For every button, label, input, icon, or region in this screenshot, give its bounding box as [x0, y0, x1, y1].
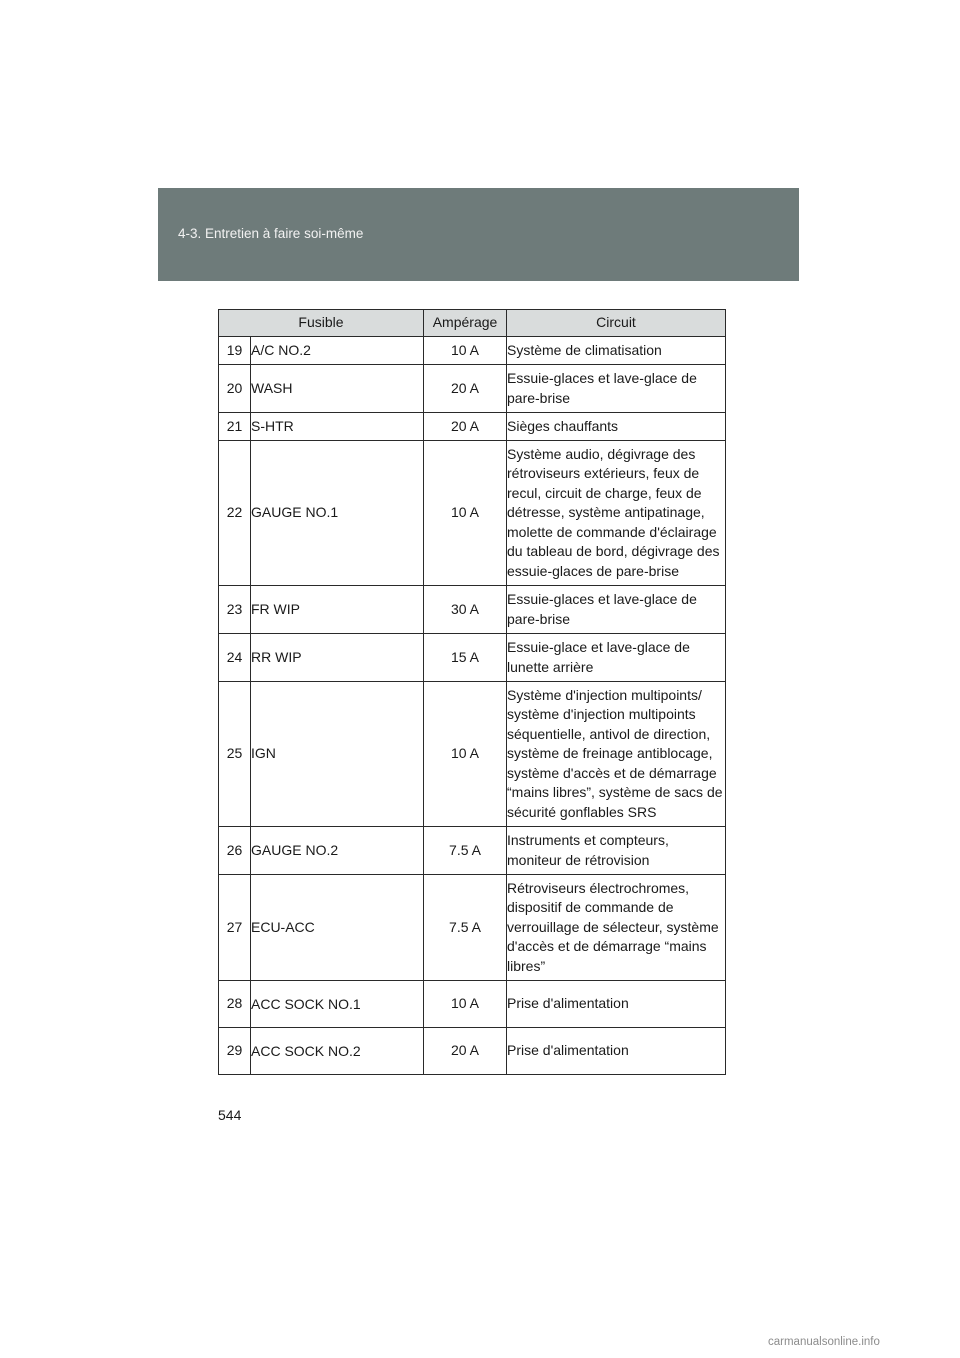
fuse-circuit: Essuie-glace et lave-glace de lunette arrière: [507, 634, 726, 682]
table-row: [219, 441, 726, 586]
table-row: [219, 827, 726, 875]
fuse-number: 19: [219, 337, 251, 365]
fuse-amperage: 15 A: [424, 634, 507, 682]
fuse-number: 23: [219, 586, 251, 634]
fuse-name: ECU-ACC: [251, 875, 424, 981]
fuse-circuit: Sièges chauffants: [507, 413, 726, 441]
fuse-amperage: 20 A: [424, 1028, 507, 1075]
fuse-number: 26: [219, 827, 251, 875]
fuse-circuit: Prise d'alimentation: [507, 1028, 726, 1075]
fuse-amperage: 30 A: [424, 586, 507, 634]
fuse-name: S-HTR: [251, 413, 424, 441]
table-row: [219, 682, 726, 827]
fuse-name: WASH: [251, 365, 424, 413]
fuse-circuit: Prise d'alimentation: [507, 981, 726, 1028]
fuse-number: 29: [219, 1028, 251, 1075]
fuse-amperage: 20 A: [424, 365, 507, 413]
table-row: [219, 365, 726, 413]
fuse-amperage: 20 A: [424, 413, 507, 441]
table-row: [219, 586, 726, 634]
table-row: [219, 875, 726, 981]
fuse-number: 27: [219, 875, 251, 981]
header-amperage: Ampérage: [424, 310, 507, 337]
table-row: [219, 337, 726, 365]
table-row: [219, 1028, 726, 1075]
table-header-row: [219, 310, 726, 337]
fuse-name: ACC SOCK NO.2: [251, 1028, 424, 1075]
section-header-band: [158, 188, 799, 281]
fuse-number: 21: [219, 413, 251, 441]
table-row: [219, 634, 726, 682]
fuse-number: 20: [219, 365, 251, 413]
table-row: [219, 413, 726, 441]
header-circuit: Circuit: [507, 310, 726, 337]
fuse-amperage: 10 A: [424, 441, 507, 586]
fuse-circuit: Système d'injection multipoints/ système d'injection multipoints séquentielle, antivol de direction, système de freinage antiblocage, système d'accès et de démarrage “mains libres”, système de sacs de sécurité gonflables SRS: [507, 682, 726, 827]
fuse-number: 22: [219, 441, 251, 586]
header-fusible: Fusible: [219, 310, 424, 337]
fuse-amperage: 10 A: [424, 981, 507, 1028]
fuse-name: GAUGE NO.2: [251, 827, 424, 875]
fuse-amperage: 7.5 A: [424, 875, 507, 981]
fuse-number: 28: [219, 981, 251, 1028]
fuse-circuit: Essuie-glaces et lave-glace de pare-brise: [507, 365, 726, 413]
fuse-circuit: Système de climatisation: [507, 337, 726, 365]
fuse-name: FR WIP: [251, 586, 424, 634]
watermark: carmanualsonline.info: [768, 1336, 880, 1348]
fuse-name: A/C NO.2: [251, 337, 424, 365]
page-number: 544: [218, 1107, 242, 1123]
fuse-amperage: 10 A: [424, 337, 507, 365]
fuse-name: ACC SOCK NO.1: [251, 981, 424, 1028]
fuse-amperage: 10 A: [424, 682, 507, 827]
fuse-name: RR WIP: [251, 634, 424, 682]
fuse-amperage: 7.5 A: [424, 827, 507, 875]
fuse-number: 25: [219, 682, 251, 827]
fuse-name: IGN: [251, 682, 424, 827]
fuse-table: [218, 309, 726, 1075]
fuse-name: GAUGE NO.1: [251, 441, 424, 586]
fuse-circuit: Essuie-glaces et lave-glace de pare-brise: [507, 586, 726, 634]
section-title: 4-3. Entretien à faire soi-même: [178, 226, 364, 241]
table-row: [219, 981, 726, 1028]
fuse-circuit: Instruments et compteurs, moniteur de rétrovision: [507, 827, 726, 875]
fuse-circuit: Rétroviseurs électrochromes, dispositif de commande de verrouillage de sélecteur, système d'accès et de démarrage “mains libres”: [507, 875, 726, 981]
fuse-number: 24: [219, 634, 251, 682]
fuse-circuit: Système audio, dégivrage des rétroviseurs extérieurs, feux de recul, circuit de charge, feux de détresse, système antipatinage, molette de commande d'éclairage du tableau de bord, dégivrage des essuie-glaces de pare-brise: [507, 441, 726, 586]
